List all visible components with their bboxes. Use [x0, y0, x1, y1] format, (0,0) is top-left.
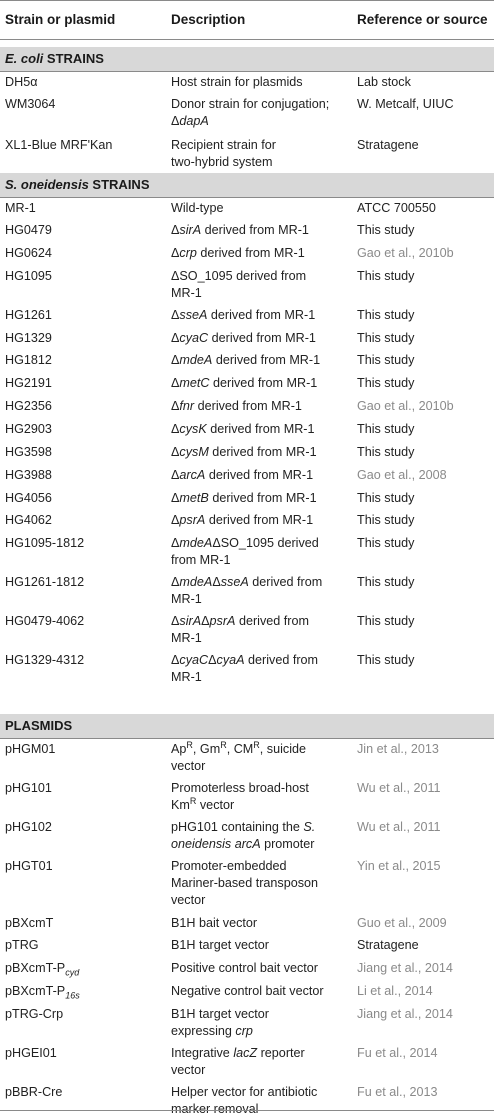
- description: Wild-type: [171, 201, 224, 215]
- reference: This study: [357, 491, 415, 505]
- header-reference: Reference or source: [357, 12, 488, 27]
- description: ΔcysK derived from MR-1: [171, 422, 315, 436]
- reference: Jin et al., 2013: [357, 742, 439, 756]
- plasmid-name: pHGT01: [5, 859, 53, 873]
- reference: Guo et al., 2009: [357, 916, 447, 930]
- plasmid-name: pBXcmT-$P_{cyd}$: [5, 961, 80, 978]
- reference: Gao et al., 2010b: [357, 246, 454, 260]
- description: Recipient strain for two-hybrid system: [171, 138, 276, 169]
- strain-name: XL1-Blue MRF'Kan: [5, 138, 113, 152]
- reference: Jiang et al., 2014: [357, 961, 453, 975]
- strain-name: HG1095: [5, 269, 52, 283]
- strain-name: HG1261-1812: [5, 575, 85, 589]
- strain-name: HG4062: [5, 513, 52, 527]
- description: B1H target vector expressing crp: [171, 1007, 269, 1038]
- table-header: [0, 0, 494, 40]
- description: ΔmdeAΔSO_1095 derived from MR-1: [171, 536, 319, 567]
- reference: Fu et al., 2014: [357, 1046, 438, 1060]
- plasmid-name: pHGEI01: [5, 1046, 57, 1060]
- description: Positive control bait vector: [171, 961, 318, 975]
- description: ΔmdeA derived from MR-1: [171, 353, 321, 367]
- reference: This study: [357, 331, 415, 345]
- plasmid-name: pBXcmT-$P_{16s}$: [5, 984, 80, 1001]
- strain-name: HG2191: [5, 376, 52, 390]
- plasmid-name: pTRG-Crp: [5, 1007, 64, 1021]
- plasmid-name: pBBR-Cre: [5, 1085, 63, 1099]
- reference: W. Metcalf, UIUC: [357, 97, 454, 111]
- header-strain: Strain or plasmid: [5, 12, 116, 27]
- reference: Stratagene: [357, 938, 419, 952]
- reference: Fu et al., 2013: [357, 1085, 438, 1099]
- reference: This study: [357, 575, 415, 589]
- strain-name: HG1329-4312: [5, 653, 85, 667]
- description: B1H bait vector: [171, 916, 258, 930]
- description: Δcrp derived from MR-1: [171, 246, 305, 260]
- strain-name: DH5α: [5, 75, 38, 89]
- reference: Gao et al., 2008: [357, 468, 447, 482]
- description: Helper vector for antibiotic marker removal: [171, 1085, 318, 1116]
- reference: Lab stock: [357, 75, 411, 89]
- strain-name: MR-1: [5, 201, 36, 215]
- description: Promoter-embedded Mariner-based transposon vector: [171, 859, 319, 907]
- reference: Jiang et al., 2014: [357, 1007, 453, 1021]
- table-bottom-rule: [0, 1110, 494, 1111]
- reference: Stratagene: [357, 138, 419, 152]
- reference: This study: [357, 513, 415, 527]
- reference: This study: [357, 353, 415, 367]
- reference: Yin et al., 2015: [357, 859, 441, 873]
- section-ecoli: [0, 47, 494, 72]
- description: ΔsirAΔpsrA derived from MR-1: [171, 614, 309, 645]
- plasmid-name: pHGM01: [5, 742, 56, 756]
- reference: This study: [357, 653, 415, 667]
- description: Δfnr derived from MR-1: [171, 399, 302, 413]
- description: ΔmetB derived from MR-1: [171, 491, 317, 505]
- description: pHG101 containing the S. oneidensis arcA promoter: [171, 820, 316, 851]
- description: ΔcyaCΔcyaA derived from MR-1: [171, 653, 319, 684]
- description: Promoterless broad-host $Km^R$ vector: [171, 781, 309, 812]
- reference: This study: [357, 422, 415, 436]
- reference: This study: [357, 536, 415, 550]
- reference: Wu et al., 2011: [357, 781, 441, 795]
- strain-name: HG1329: [5, 331, 52, 345]
- reference: Gao et al., 2010b: [357, 399, 454, 413]
- reference: This study: [357, 269, 415, 283]
- section-plasmids-title: PLASMIDS: [5, 718, 73, 733]
- plasmid-name: pTRG: [5, 938, 39, 952]
- strain-name: HG1261: [5, 308, 52, 322]
- reference: This study: [357, 223, 415, 237]
- strain-name: HG4056: [5, 491, 52, 505]
- description: ΔSO_1095 derived from MR-1: [171, 269, 307, 300]
- description: ΔcyaC derived from MR-1: [171, 331, 316, 345]
- strain-name: HG2903: [5, 422, 52, 436]
- description: ΔsirA derived from MR-1: [171, 223, 309, 237]
- strain-name: HG3988: [5, 468, 52, 482]
- section-soneidensis: [0, 173, 494, 198]
- description: ΔsseA derived from MR-1: [171, 308, 316, 322]
- header-description: Description: [171, 12, 246, 27]
- reference: Wu et al., 2011: [357, 820, 441, 834]
- reference: This study: [357, 445, 415, 459]
- reference: Li et al., 2014: [357, 984, 433, 998]
- plasmid-name: pHG102: [5, 820, 52, 834]
- description: B1H target vector: [171, 938, 269, 952]
- section-ecoli-species: E. coli: [5, 51, 44, 66]
- description: Integrative lacZ reporter vector: [171, 1046, 305, 1077]
- reference: This study: [357, 376, 415, 390]
- description: ΔarcA derived from MR-1: [171, 468, 314, 482]
- section-ecoli-suffix: STRAINS: [43, 51, 104, 66]
- section-plasmids: [0, 714, 494, 739]
- reference: This study: [357, 308, 415, 322]
- description: ΔmdeAΔsseA derived from MR-1: [171, 575, 323, 606]
- plasmid-name: pBXcmT: [5, 916, 54, 930]
- description: ΔcysM derived from MR-1: [171, 445, 317, 459]
- strain-name: HG2356: [5, 399, 52, 413]
- description: Donor strain for conjugation; ΔdapA: [171, 97, 330, 128]
- reference: ATCC 700550: [357, 201, 436, 215]
- strain-name: HG0624: [5, 246, 52, 260]
- strain-name: HG3598: [5, 445, 52, 459]
- section-son-species: S. oneidensis: [5, 177, 89, 192]
- plasmid-name: pHG101: [5, 781, 52, 795]
- reference: This study: [357, 614, 415, 628]
- description: Host strain for plasmids: [171, 75, 303, 89]
- description: Negative control bait vector: [171, 984, 324, 998]
- strain-name: WM3064: [5, 97, 56, 111]
- strain-name: HG0479-4062: [5, 614, 85, 628]
- description: $Ap^R$, $Gm^R$, $CM^R$, suicide vector: [171, 739, 306, 773]
- strain-name: HG1095-1812: [5, 536, 85, 550]
- strain-name: HG1812: [5, 353, 52, 367]
- description: ΔmetC derived from MR-1: [171, 376, 318, 390]
- section-son-suffix: STRAINS: [88, 177, 150, 192]
- description: ΔpsrA derived from MR-1: [171, 513, 314, 527]
- strain-name: HG0479: [5, 223, 52, 237]
